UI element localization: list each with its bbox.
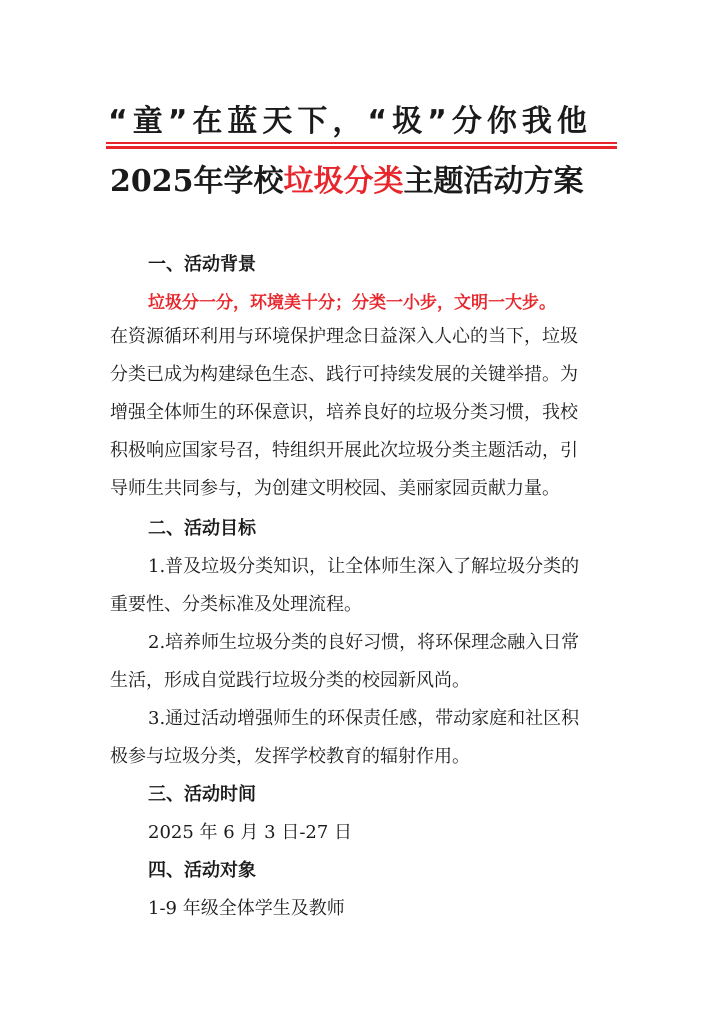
page-title-line-2 xyxy=(110,156,620,200)
title-prefix: 2025年学校 xyxy=(110,164,284,199)
slogan: 垃圾分一分，环境美十分；分类一小步，文明一大步。 xyxy=(148,293,556,313)
heading-time: 三、活动时间 xyxy=(148,784,256,805)
activity-target: 1-9 年级全体学生及教师 xyxy=(148,898,345,919)
goal-item: 3.通过活动增强师生的环保责任感，带动家庭和社区积 xyxy=(148,708,580,729)
page-title-line-1: “童”在蓝天下，“圾”分你我他 xyxy=(108,104,592,139)
heading-background: 一、活动背景 xyxy=(148,254,256,275)
activity-time: 2025 年 6 月 3 日-27 日 xyxy=(148,822,353,843)
title-suffix: 主题活动方案 xyxy=(403,164,584,199)
goal-item: 1.普及垃圾分类知识，让全体师生深入了解垃圾分类的 xyxy=(148,556,580,577)
goal-item-continued: 极参与垃圾分类，发挥学校教育的辐射作用。 xyxy=(110,746,470,767)
title-divider-thick xyxy=(106,146,617,149)
goal-item-continued: 重要性、分类标准及处理流程。 xyxy=(110,594,362,615)
paragraph-line: 积极响应国家号召，特组织开展此次垃圾分类主题活动，引 xyxy=(110,440,578,461)
paragraph-line: 在资源循环利用与环境保护理念日益深入人心的当下，垃圾 xyxy=(110,326,578,347)
title-divider-thin xyxy=(106,142,617,144)
goal-item: 2.培养师生垃圾分类的良好习惯，将环保理念融入日常 xyxy=(148,632,580,653)
paragraph-line: 导师生共同参与，为创建文明校园、美丽家园贡献力量。 xyxy=(110,478,560,499)
title-highlight: 垃圾分类 xyxy=(283,164,404,199)
paragraph-line: 增强全体师生的环保意识，培养良好的垃圾分类习惯，我校 xyxy=(110,402,578,423)
heading-goals: 二、活动目标 xyxy=(148,518,256,539)
goal-item-continued: 生活，形成自觉践行垃圾分类的校园新风尚。 xyxy=(110,670,470,691)
heading-target: 四、活动对象 xyxy=(148,860,256,881)
paragraph-line: 分类已成为构建绿色生态、践行可持续发展的关键举措。为 xyxy=(110,364,578,385)
